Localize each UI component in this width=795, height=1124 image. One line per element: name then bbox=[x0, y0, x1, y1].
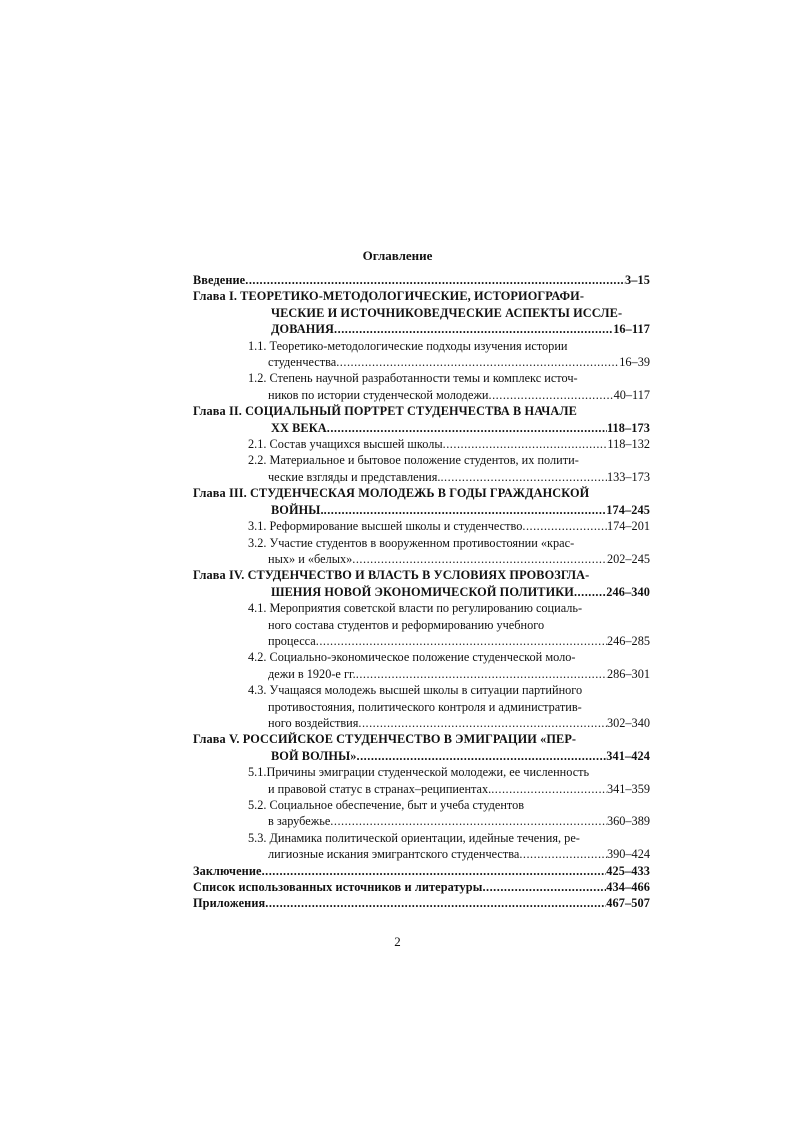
toc-section-4-1: 4.1. Мероприятия советской власти по регулированию социаль- ного состава студентов и реформированию учебного процесса ..... 246–285 bbox=[193, 600, 650, 649]
toc-page-range: 390–424 bbox=[606, 847, 650, 862]
page-number: 2 bbox=[394, 934, 401, 949]
toc-chapter-5: Глава V. РОССИЙСКОЕ СТУДЕНЧЕСТВО В ЭМИГРАЦИИ «ПЕР- ВОЙ ВОЛНЫ» ..... 341–424 bbox=[193, 731, 650, 764]
toc-section-3-2: 3.2. Участие студентов в вооруженном противостоянии «крас- ных» и «белых» ..... 202–245 bbox=[193, 535, 650, 568]
toc-page-range: 16–117 bbox=[613, 322, 650, 337]
toc-page-range: 202–245 bbox=[606, 551, 650, 566]
toc-page-range: 434–466 bbox=[606, 880, 650, 895]
toc-page-range: 40–117 bbox=[613, 387, 650, 402]
toc-section-4-3: 4.3. Учащаяся молодежь высшей школы в ситуации партийного противостояния, политического контроля и административ- ного воздействия ..... 302–340 bbox=[193, 682, 650, 731]
toc-page-range: 133–173 bbox=[606, 469, 650, 484]
toc-page-range: 16–39 bbox=[619, 355, 650, 370]
toc-entry-intro: Введение ..... 3–15 bbox=[193, 272, 650, 288]
toc-page-range: 425–433 bbox=[606, 863, 650, 878]
toc-section-5-1: 5.1.Причины эмиграции студенческой молодежи, ее численность и правовой статус в странах–реципиентах. ..... 341–359 bbox=[193, 764, 650, 797]
toc-page-range: 246–285 bbox=[606, 633, 650, 648]
toc-page-range: 3–15 bbox=[625, 273, 650, 287]
toc-page-range: 341–424 bbox=[606, 748, 650, 763]
toc-chapter-3: Глава III. СТУДЕНЧЕСКАЯ МОЛОДЕЖЬ В ГОДЫ ГРАЖДАНСКОЙ ВОЙНЫ. ..... 174–245 bbox=[193, 485, 650, 518]
toc-page-range: 286–301 bbox=[606, 666, 650, 681]
toc-section-1-1: 1.1. Теоретико-методологические подходы изучения истории студенчества ..... 16–39 bbox=[193, 338, 650, 371]
toc-entry-appendix: Приложения ..... 467–507 bbox=[193, 895, 650, 911]
toc-page-range: 302–340 bbox=[606, 715, 650, 730]
toc-section-5-3: 5.3. Динамика политической ориентации, идейные течения, ре- лигиозные искания эмигрантского студенчества ..... 390–424 bbox=[193, 830, 650, 863]
toc-chapter-4: Глава IV. СТУДЕНЧЕСТВО И ВЛАСТЬ В УСЛОВИЯХ ПРОВОЗГЛА- ШЕНИЯ НОВОЙ ЭКОНОМИЧЕСКОЙ ПОЛИТИКИ ..... 246–340 bbox=[193, 567, 650, 600]
toc-section-2-2: 2.2. Материальное и бытовое положение студентов, их полити- ческие взгляды и представления. ..... 133–173 bbox=[193, 452, 650, 485]
toc-section-3-1: 3.1. Реформирование высшей школы и студенчество ..... 174–201 bbox=[193, 518, 650, 534]
toc-page-range: 360–389 bbox=[606, 814, 650, 829]
toc-section-2-1: 2.1. Состав учащихся высшей школы ..... 118–132 bbox=[193, 436, 650, 452]
toc-entry-sources: Список использованных источников и литературы ..... 434–466 bbox=[193, 879, 650, 895]
page-title: Оглавление bbox=[362, 248, 433, 263]
toc-page-range: 467–507 bbox=[606, 896, 650, 911]
toc-entry-conclusion: Заключение ..... 425–433 bbox=[193, 863, 650, 879]
table-of-contents bbox=[193, 272, 650, 912]
toc-page-range: 174–201 bbox=[606, 519, 650, 534]
toc-section-4-2: 4.2. Социально-экономическое положение студенческой моло- дежи в 1920-е гг. ..... 286–301 bbox=[193, 649, 650, 682]
toc-page-range: 246–340 bbox=[606, 584, 650, 599]
toc-page-range: 174–245 bbox=[606, 502, 650, 517]
toc-page-range: 118–173 bbox=[606, 420, 650, 435]
toc-chapter-1: Глава I. ТЕОРЕТИКО-МЕТОДОЛОГИЧЕСКИЕ, ИСТОРИОГРАФИ- ЧЕСКИЕ И ИСТОЧНИКОВЕДЧЕСКИЕ АСПЕКТЫ ИССЛЕ- ДОВАНИЯ ..... 16–117 bbox=[193, 288, 650, 337]
toc-section-5-2: 5.2. Социальное обеспечение, быт и учеба студентов в зарубежье ..... 360–389 bbox=[193, 797, 650, 830]
toc-page-range: 341–359 bbox=[606, 781, 650, 796]
toc-section-1-2: 1.2. Степень научной разработанности темы и комплекс источ- ников по истории студенческой молодежи ..... 40–117 bbox=[193, 370, 650, 403]
toc-chapter-2: Глава II. СОЦИАЛЬНЫЙ ПОРТРЕТ СТУДЕНЧЕСТВА В НАЧАЛЕ XX ВЕКА ..... 118–173 bbox=[193, 403, 650, 436]
toc-page-range: 118–132 bbox=[607, 437, 650, 452]
